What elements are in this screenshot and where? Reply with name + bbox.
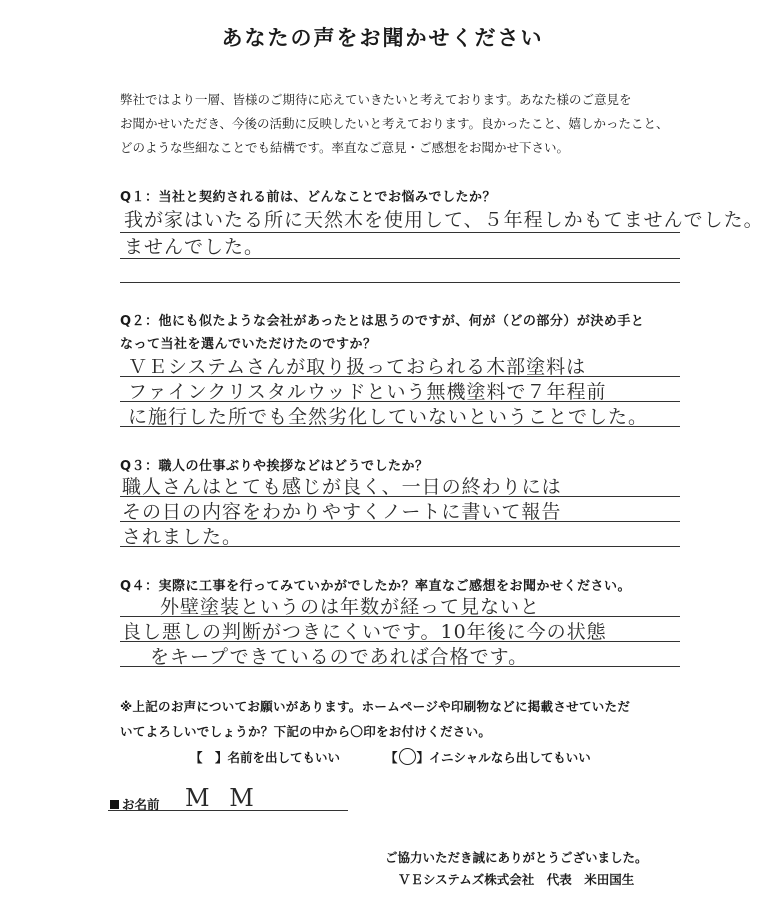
question-4: Q４：実際に工事を行ってみていかがでしたか？率直なご感想をお聞かせください。	[120, 579, 632, 594]
circle-mark-icon	[399, 748, 416, 765]
page-title: あなたの声をお聞かせください	[221, 26, 544, 50]
answer-3-line-1: 職人さんはとても感じが良く、一日の終わりには	[122, 476, 562, 498]
answer-line	[120, 666, 680, 667]
answer-1-line-1: 我が家はいたる所に天然木を使用して、５年程しかもてませんでした。	[124, 209, 764, 231]
answer-line	[120, 376, 680, 377]
bracket-open: 【 】	[190, 750, 228, 765]
answer-2-line-2: ファインクリスタルウッドという無機塗料で７年程前	[128, 381, 607, 403]
question-2-line-1: Q２：他にも似たような会社があったとは思うのですが、何が（どの部分）が決め手と	[120, 314, 645, 329]
choice-initial-option[interactable]	[385, 748, 591, 766]
name-value: M M	[185, 784, 260, 812]
answer-4-line-1: 外壁塗装というのは年数が経って見ないと	[160, 596, 541, 618]
answer-line	[120, 232, 680, 233]
intro-line: 弊社ではより一層、皆様のご期待に応えていきたいと考えております。あなた様のご意見を	[120, 92, 632, 107]
question-1: Q１：当社と契約される前は、どんなことでお悩みでしたか？	[120, 190, 497, 205]
answer-3-line-2: その日の内容をわかりやすくノートに書いて報告	[122, 501, 562, 523]
answer-line	[120, 546, 680, 547]
answer-line	[120, 258, 680, 259]
notice-line-2: いてよろしいでしょうか？下記の中から〇印をお付けください。	[120, 724, 492, 739]
name-line	[108, 810, 348, 811]
answer-line	[120, 496, 680, 497]
bracket-close: 】	[416, 750, 430, 765]
answer-line	[120, 282, 680, 283]
answer-1-line-2: ませんでした。	[124, 236, 265, 258]
answer-2-line-1: ＶＥシステムさんが取り扱っておられる木部塗料は	[128, 356, 587, 378]
answer-line	[120, 401, 680, 402]
bracket-open: 【	[385, 750, 398, 765]
square-bullet-icon	[110, 800, 119, 809]
notice-line-1: ※上記のお声についてお願いがあります。ホームページや印刷物などに掲載させていただ	[120, 699, 631, 714]
answer-line	[120, 426, 680, 427]
answer-4-line-2: 良し悪しの判断がつきにくいです。10年後に今の状態	[122, 621, 607, 643]
intro-line: どのような些細なことでも結構です。率直なご意見・ご感想をお聞かせ下さい。	[120, 140, 570, 155]
answer-2-line-3: に施行した所でも全然劣化していないということでした。	[128, 406, 649, 428]
question-2-line-2: なって当社を選んでいただけたのですか？	[120, 337, 377, 352]
answer-line	[120, 641, 680, 642]
answer-4-line-3: をキープできているのであれば合格です。	[150, 646, 529, 668]
answer-3-line-3: されました。	[122, 526, 243, 548]
answer-line	[120, 521, 680, 522]
question-3: Q３：職人の仕事ぶりや挨拶などはどうでしたか？	[120, 459, 429, 474]
choice-name-option[interactable]	[190, 748, 340, 766]
company-signature: ＶＥシステムズ株式会社 代表 米田国生	[398, 872, 635, 887]
choice-name-label: 名前を出してもいい	[227, 750, 341, 765]
answer-line	[120, 616, 680, 617]
name-label: お名前	[110, 795, 160, 813]
choice-initial-label: イニシャルなら出してもいい	[429, 750, 591, 765]
thanks-text: ご協力いただき誠にありがとうございました。	[385, 850, 648, 865]
intro-paragraph	[120, 88, 720, 160]
intro-line: お聞かせいただき、今後の活動に反映したいと考えております。良かったこと、嬉しかったこと、	[120, 116, 669, 131]
